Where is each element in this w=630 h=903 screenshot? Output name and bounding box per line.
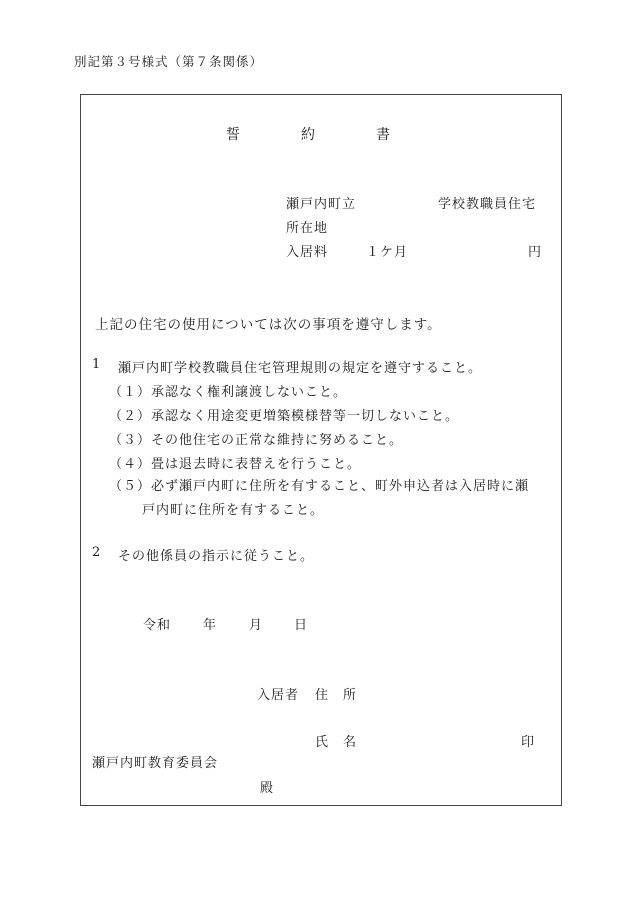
title-char-3: 書 bbox=[376, 127, 391, 143]
seal-mark: 印 bbox=[521, 735, 536, 750]
signer-role: 入居者 bbox=[257, 688, 300, 703]
housing-type: 学校教職員住宅 bbox=[438, 197, 537, 212]
fee-unit: 円 bbox=[528, 245, 543, 260]
clause-1-item-4: （４）畳は退去時に表替えを行うこと。 bbox=[109, 457, 362, 472]
intro-text: 上記の住宅の使用については次の事項を遵守します。 bbox=[95, 317, 442, 333]
date-era: 令和 bbox=[143, 618, 172, 633]
addressee-name: 瀬戸内町教育委員会 bbox=[92, 756, 219, 771]
signer-address-label: 住 所 bbox=[315, 688, 358, 703]
addressee-honorific: 殿 bbox=[260, 781, 275, 796]
fee-period: １ケ月 bbox=[366, 245, 409, 260]
clause-1-item-1: （１）承認なく権利譲渡しないこと。 bbox=[109, 385, 348, 400]
location-label: 所在地 bbox=[286, 221, 329, 236]
date-month: 月 bbox=[249, 618, 264, 633]
date-year: 年 bbox=[203, 618, 218, 633]
clause-1-item-5: （５）必ず瀬戸内町に住所を有すること、町外申込者は入居時に瀬 bbox=[109, 479, 530, 494]
clause-1-item-5-continued: 戸内町に住所を有すること。 bbox=[142, 503, 325, 518]
title-char-1: 誓 bbox=[226, 127, 241, 143]
clause-2-number: 2 bbox=[92, 545, 102, 560]
date-day: 日 bbox=[294, 618, 309, 633]
clause-2-text: その他係員の指示に従うこと。 bbox=[118, 549, 315, 564]
housing-town: 瀬戸内町立 bbox=[286, 197, 357, 212]
form-caption: 別記第３号様式（第７条関係） bbox=[74, 54, 264, 69]
clause-1-item-3: （３）その他住宅の正常な維持に努めること。 bbox=[109, 433, 404, 448]
clause-1-item-2: （２）承認なく用途変更増築模様替等一切しないこと。 bbox=[109, 409, 460, 424]
fee-label: 入居料 bbox=[286, 245, 329, 260]
clause-1-text: 瀬戸内町学校教職員住宅管理規則の規定を遵守すること。 bbox=[118, 361, 483, 376]
clause-1-number: 1 bbox=[92, 357, 102, 372]
title-char-2: 約 bbox=[301, 127, 316, 143]
signer-name-label: 氏 名 bbox=[315, 735, 358, 750]
